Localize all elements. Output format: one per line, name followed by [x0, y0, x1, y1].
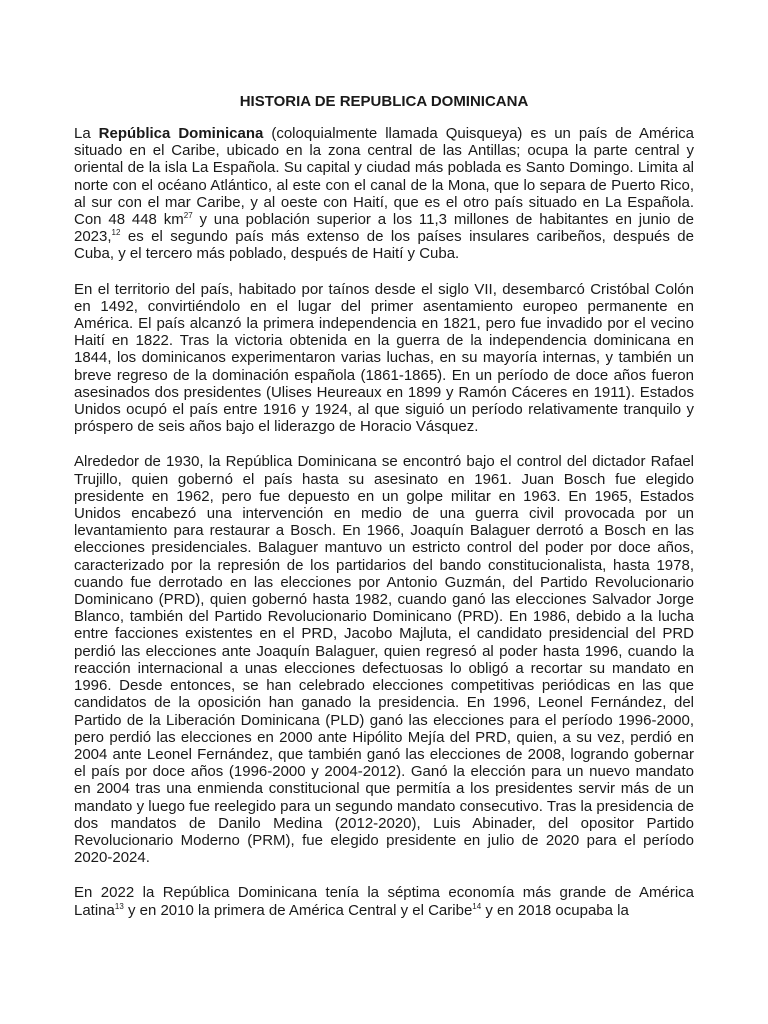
footnote-ref: 12 — [111, 228, 121, 238]
paragraph — [74, 125, 694, 263]
paragraph — [74, 884, 694, 918]
paragraph — [74, 281, 694, 436]
paragraph-text: es el segundo país más extenso de los países insulares caribeños, después de Cuba, y el tercero más poblado, después de Haití y Cuba. — [74, 228, 694, 263]
document-page — [74, 92, 694, 937]
paragraph-text: Alrededor de 1930, la República Dominicana se encontró bajo el control del dictador Rafael Trujillo, quien gobernó el país hasta su asesinato en 1961. Juan Bosch fue elegido presidente en 1962, pero fue depuesto en un golpe militar en 1963. En 1965, Estados Unidos encabezó una intervención en medio de una guerra civil provocada por un levantamiento para restaurar a Bosch. En 1966, Joaquín Balaguer derrotó a Bosch en las elecciones presidenciales. Balaguer mantuvo un estricto control del poder por doce años, caracterizado por la represión de los partidarios del bando constitucionalista, hasta 1978, cuando fue derrotado en las elecciones por Antonio Guzmán, del Partido Revolucionario Dominicano (PRD), quien gobernó hasta 1982, cuando ganó las elecciones Salvador Jorge Blanco, también del Partido Revolucionario Dominicano (PRD). En 1986, debido a la lucha entre facciones existentes en el PRD, Jacobo Majluta, el candidato presidencial del PRD perdió las elecciones ante Joaquín Balaguer, quien regresó al poder hasta 1996, cuando la reacción internacional a unas elecciones defectuosas lo obligó a recortar su mandato en 1996. Desde entonces, se han celebrado elecciones competitivas periódicas en las que candidatos de la oposición han ganado la presidencia. En 1996, Leonel Fernández, del Partido de la Liberación Dominicana (PLD) ganó las elecciones para el período 1996-2000, pero perdió las elecciones en 2000 ante Hipólito Mejía del PRD, quien, a su vez, perdió en 2004 ante Leonel Fernández, que también ganó las elecciones de 2008, logrando gobernar el país por doce años (1996-2000 y 2004-2012). Ganó la elección para un nuevo mandato en 2004 tras una enmienda constitucional que permitía a los presidentes servir más de un mandato y luego fue reelegido para un segundo mandato consecutivo. Tras la presidencia de dos mandatos de Danilo Medina (2012-2020), Luis Abinader, del opositor Partido Revolucionario Moderno (PRM), fue elegido presidente en julio de 2020 para el período 2020-2024. — [74, 453, 694, 867]
document-title: HISTORIA DE REPUBLICA DOMINICANA — [239, 93, 529, 110]
bold-text: República Dominicana — [98, 125, 264, 142]
document-body — [74, 125, 694, 919]
paragraph-text: En el territorio del país, habitado por taínos desde el siglo VII, desembarcó Cristóbal Colón en 1492, convirtiéndolo en el lugar del primer asentamiento europeo permanente en América. El país alcanzó la primera independencia en 1821, pero fue invadido por el vecino Haití en 1822. Tras la victoria obtenida en la guerra de la independencia dominicana en 1844, los dominicanos experimentaron varias luchas, en su mayoría internas, y también un breve regreso de la dominación española (1861-1865). En un período de doce años fueron asesinados dos presidentes (Ulises Heureaux en 1899 y Ramón Cáceres en 1911). Estados Unidos ocupó el país entre 1916 y 1924, al que siguió un período relativamente tranquilo y próspero de seis años bajo el liderazgo de Horacio Vásquez. — [74, 280, 694, 436]
footnote-ref: 7 — [188, 211, 193, 221]
paragraph-text: y en 2010 la primera de América Central y el Caribe — [123, 901, 473, 919]
paragraph-text: La — [74, 125, 99, 142]
footnote-ref: 2 — [183, 211, 189, 221]
paragraph-text: (coloquialmente llamada Quisqueya) es un país de América situado en el Caribe, ubicado en la zona central de las Antillas; ocupa la parte central y oriental de la isla La Española. Su capital y ciudad más poblada es Santo Domingo. Limita al norte con el océano Atlántico, al este con el canal de la Mona, que lo separa de Puerto Rico, al sur con el mar Caribe, y al oeste con Haití, que es el otro país situado en La Española. Con 48 448 km — [74, 125, 695, 229]
paragraph-text: y una población superior a los 11,3 millones de habitantes en junio de 2023, — [74, 211, 694, 246]
paragraph-text: y en 2018 ocupaba la — [481, 901, 629, 919]
paragraph-text: En 2022 la República Dominicana tenía la séptima economía más grande de América Latina — [74, 884, 694, 919]
paragraph — [74, 453, 694, 866]
footnote-ref: 13 — [114, 901, 124, 911]
footnote-ref: 14 — [472, 901, 482, 911]
